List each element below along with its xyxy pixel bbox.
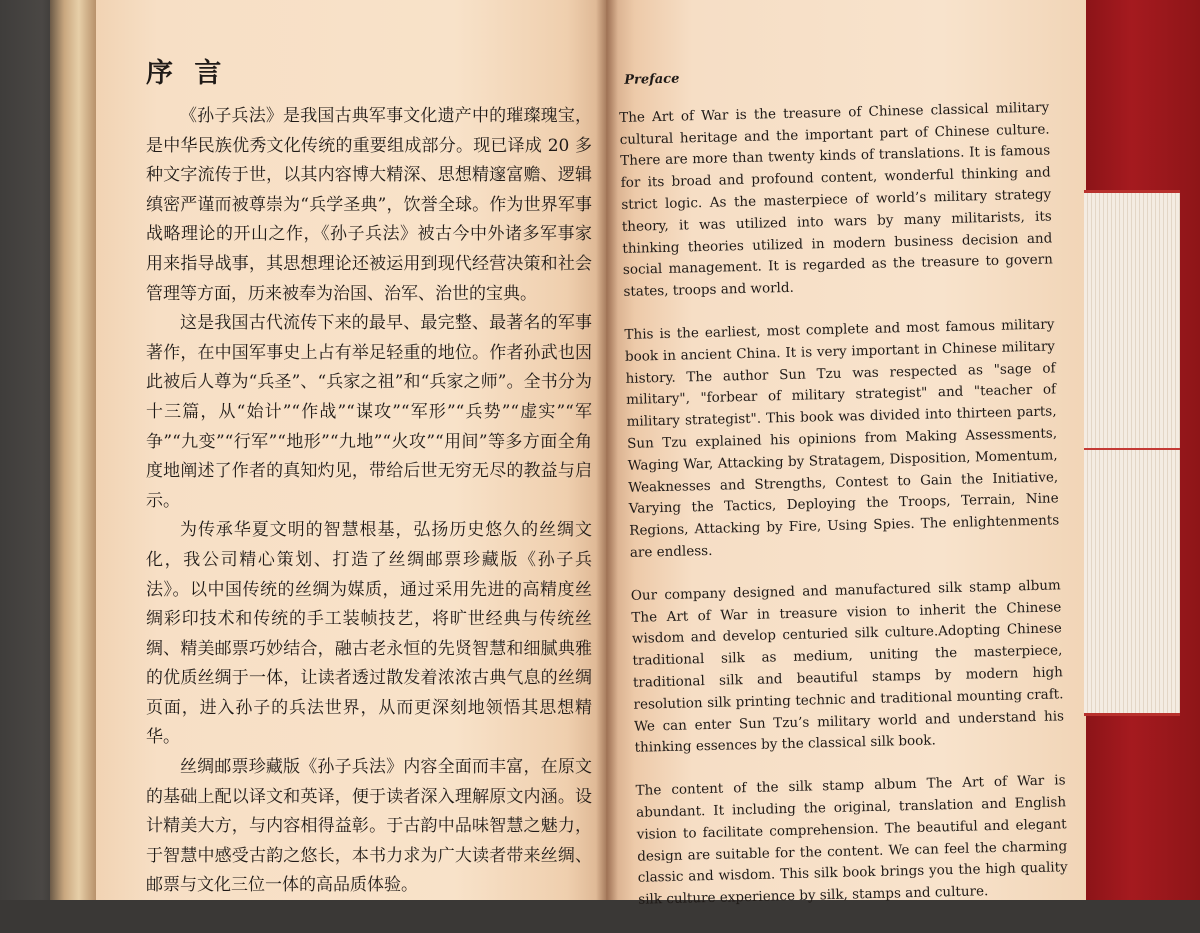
english-preface — [618, 57, 1069, 932]
english-paragraph-3: Our company designed and manufactured silk stamp album The Art of War in treasure vision to inherit the Chinese wisdom and develop centuried silk culture.Adopting Chinese traditional silk as medium, uniting the masterpiece, traditional silk and beautiful stamps by modern high resolution silk printing technic and traditional mounting craft. We can enter Sun Tzu’s military world and understand his thinking essences by the classical silk book. — [630, 577, 1065, 757]
english-paragraph-4: The content of the silk stamp album The Art of War is abundant. It including the original, translation and English vision to facilitate comprehension. The beautiful and elegant design are suitable for the content. We can feel the charming classic and wisdom. This silk book brings you the high quality silk culture experience by silk, stamps and culture. — [635, 772, 1068, 908]
english-paragraph-1: The Art of War is the treasure of Chinese classical military cultural heritage and the important part of Chinese culture. There are more than twenty kinds of translations. It is famous for its broad and profound content, wonderful thinking and strict logic. As the masterpiece of world’s military strategy theory, it was utilized into wars by many militarists, its thinking theories utilized in modern business decision and social management. It is regarded as the treasure to govern states, troops and world. — [619, 99, 1054, 301]
chinese-preface — [146, 56, 592, 901]
book-gutter — [596, 0, 618, 900]
page-edge-red-line — [1084, 448, 1180, 450]
book-cover-edge — [50, 0, 98, 900]
chinese-preface-title: 序 言 — [146, 58, 228, 89]
chinese-paragraph-4: 丝绸邮票珍藏版《孙子兵法》内容全面而丰富，在原文的基础上配以译文和英译，便于读者深入理解原文内涵。设计精美大方，与内容相得益彰。于古韵中品味智慧之魅力，于智慧中感受古韵之悠长，本书力求为广大读者带来丝绸、邮票与文化三位一体的高品质体验。 — [146, 757, 592, 896]
english-paragraph-2: This is the earliest, most complete and most famous military book in ancient China. It is very important in Chinese military history. The author Sun Tzu was respected as "sage of military", "forbear of military strategist" and "teacher of military strategist". This book was divided into thirteen parts, Sun Tzu explained his opinions from Making Assessments, Waging War, Attacking by Stratagem, Disposition, Momentum, Weaknesses and Strengths, Contest to Gain the Initiative, Varying the Tactics, Deploying the Troops, Terrain, Nine Regions, Attacking by Fire, Using Spies. The enlightenments are endless. — [624, 316, 1060, 561]
chinese-paragraph-3: 为传承华夏文明的智慧根基，弘扬历史悠久的丝绸文化，我公司精心策划、打造了丝绸邮票珍藏版《孙子兵法》。以中国传统的丝绸为媒质，通过采用先进的高精度丝绸彩印技术和传统的手工装帧技艺，将旷世经典与传统丝绸、精美邮票巧妙结合，融古老永恒的先贤智慧和细腻典雅的优质丝绸于一体，让读者透过散发着浓浓古典气息的丝绸页面，进入孙子的兵法世界，从而更深刻地领悟其思想精华。 — [146, 520, 592, 748]
english-preface-title: Preface — [624, 71, 680, 88]
chinese-paragraph-1: 《孙子兵法》是我国古典军事文化遗产中的璀璨瑰宝，是中华民族优秀文化传统的重要组成部分。现已译成 20 多种文字流传于世，以其内容博大精深、思想精邃富赡、逻辑缜密严谨而被尊崇为“兵学圣典”，饮誉全球。作为世界军事战略理论的开山之作，《孙子兵法》被古今中外诸多军事家用来指导战事，其思想理论还被运用到现代经营决策和社会管理等方面，历来被奉为治国、治军、治世的宝典。 — [146, 106, 592, 304]
chinese-paragraph-2: 这是我国古代流传下来的最早、最完整、最著名的军事著作，在中国军事史上占有举足轻重的地位。作者孙武也因此被后人尊为“兵圣”、“兵家之祖”和“兵家之师”。全书分为十三篇，从“始计”“作战”“谋攻”“军形”“兵势”“虚实”“军争”“九变”“行军”“地形”“九地”“火攻”“用间”等多方面全角度地阐述了作者的真知灼见，带给后世无穷无尽的教益与启示。 — [146, 313, 592, 511]
page-block-edge — [1084, 190, 1180, 716]
